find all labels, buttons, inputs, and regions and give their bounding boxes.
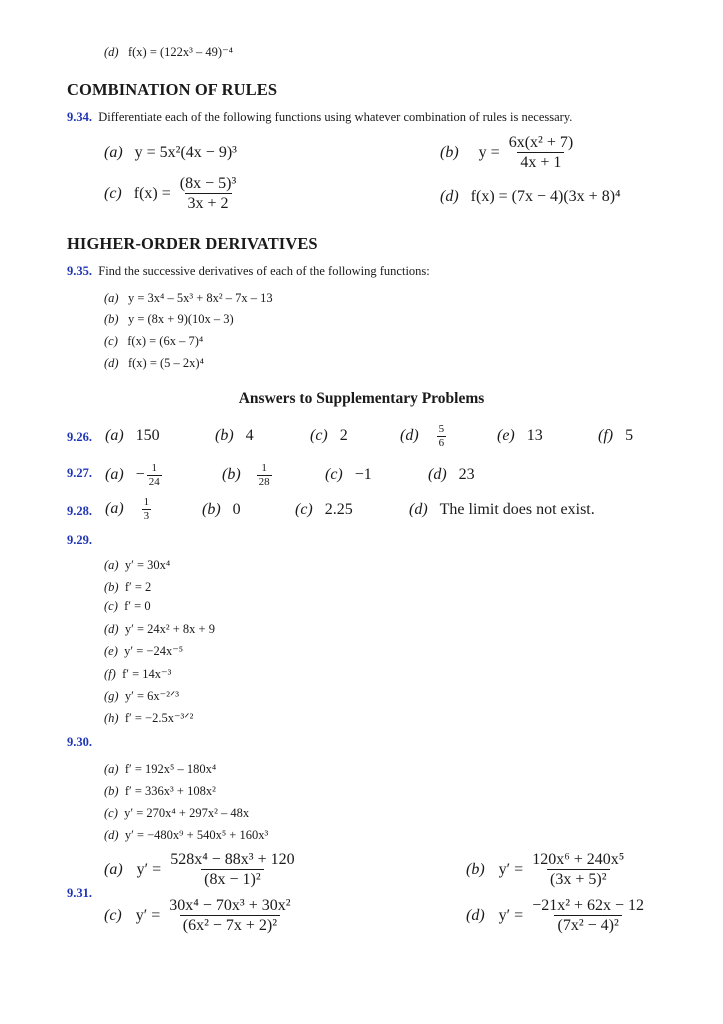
item-value: 0 [232, 501, 241, 518]
answer-9-30-d [104, 828, 268, 843]
fraction [177, 175, 239, 214]
item-lhs: f(x) = [133, 185, 171, 203]
item-lhs: y = [478, 144, 500, 162]
answer-9-29-d [104, 622, 215, 637]
item-expression: y′ = −24x⁻⁵ [124, 644, 184, 658]
answer-9-29-h [104, 710, 193, 726]
problem-number: 9.35. [67, 264, 92, 278]
item-expression: y = 3x⁴ – 5x³ + 8x² – 7x – 13 [127, 291, 273, 305]
answer-9-27-d [428, 466, 475, 484]
item-label: (f) [598, 427, 614, 444]
problem-9-35-d [104, 356, 204, 371]
denominator: 4x + 1 [517, 152, 564, 172]
item-label: (a) [104, 861, 123, 879]
fraction [142, 496, 152, 523]
item-label: (c) [104, 599, 118, 613]
answer-9-29-g [104, 688, 179, 704]
item-label: (c) [325, 466, 343, 483]
answer-9-28-c [295, 501, 353, 519]
fraction [257, 462, 272, 489]
answer-9-27-a [105, 462, 162, 489]
item-label: (a) [104, 291, 119, 305]
item-value: 5 [625, 427, 634, 444]
item-label: (d) [104, 45, 119, 59]
item-value: The limit does not exist. [439, 501, 595, 518]
numerator: 1 [143, 496, 150, 508]
denominator: 3x + 2 [185, 193, 232, 213]
fraction [437, 423, 447, 450]
numerator: 1 [151, 462, 157, 474]
denominator: (8x − 1)² [201, 869, 263, 889]
fraction [529, 851, 627, 890]
answer-9-28-a [105, 496, 151, 523]
item-expression: f′ = −2.5x⁻³ᐟ² [124, 711, 194, 725]
fraction [166, 897, 293, 936]
answer-9-30-number: 9.30. [67, 735, 92, 749]
item-expression: f(x) = (122x³ – 49)⁻⁴ [127, 45, 234, 59]
answer-9-29-number: 9.29. [67, 533, 92, 547]
denominator: 3 [143, 509, 150, 522]
answer-9-26-e [497, 427, 543, 445]
answer-9-29-f [104, 666, 171, 682]
fraction [506, 134, 576, 173]
answer-9-26-f [598, 427, 633, 445]
item-expression: y = 5x²(4x − 9)³ [134, 144, 237, 161]
answer-9-29-c [104, 599, 151, 614]
problem-text: Find the successive derivatives of each of the following functions: [98, 264, 430, 278]
fraction [529, 897, 647, 936]
item-label: (e) [104, 644, 118, 658]
answer-9-27-c [325, 466, 372, 484]
numerator: 5 [438, 423, 445, 435]
problem-9-35-c [104, 334, 203, 349]
denominator: (7x² − 4)² [554, 915, 621, 935]
item-value: 13 [526, 427, 543, 444]
minus-sign: − [135, 466, 145, 484]
item-label: (d) [104, 828, 119, 842]
item-expression: y′ = 30x⁴ [124, 558, 171, 572]
item-label: (a) [104, 144, 123, 161]
answer-9-26-a [105, 427, 160, 445]
answer-9-29-a [104, 558, 170, 573]
answer-9-27-number: 9.27. [67, 466, 92, 480]
item-label: (c) [295, 501, 313, 518]
numerator: 30x⁴ − 70x³ + 30x² [169, 897, 291, 914]
fraction [147, 462, 162, 489]
item-label: (d) [104, 622, 119, 636]
item-label: (d) [466, 907, 485, 925]
answer-9-26-d [400, 423, 446, 450]
item-label: (c) [104, 185, 122, 203]
item-label: (a) [105, 500, 124, 518]
section-heading-higher-order: HIGHER-ORDER DERIVATIVES [67, 234, 318, 253]
item-label: (b) [202, 501, 221, 518]
answer-9-31-number: 9.31. [67, 886, 92, 900]
problem-9-34-d [440, 188, 621, 206]
item-value: 2.25 [324, 501, 353, 518]
item-label: (e) [497, 427, 515, 444]
item-expression: f′ = 2 [124, 580, 152, 594]
answer-9-30-b [104, 784, 216, 799]
item-label: (d) [409, 501, 428, 518]
item-lhs: y′ = [136, 861, 162, 879]
answer-9-29-b [104, 580, 151, 595]
answer-9-28-d [409, 501, 595, 519]
item-label: (c) [310, 427, 328, 444]
problem-9-35-b [104, 312, 234, 327]
numerator: −21x² + 62x − 12 [532, 897, 645, 914]
denominator: (3x + 5)² [547, 869, 609, 889]
problem-9-34-c [104, 175, 239, 214]
item-expression: y = (8x + 9)(10x – 3) [127, 312, 234, 326]
answer-9-27-b [222, 462, 272, 489]
problem-9-33-d [104, 44, 233, 60]
answer-9-31-b [466, 851, 627, 890]
item-label: (b) [466, 861, 485, 879]
answer-9-28-number: 9.28. [67, 504, 92, 518]
numerator: (8x − 5)³ [179, 175, 237, 192]
item-label: (c) [104, 907, 122, 925]
numerator: 528x⁴ − 88x³ + 120 [170, 851, 295, 868]
item-label: (d) [400, 427, 419, 445]
answer-9-31-a [104, 851, 298, 890]
item-label: (f) [104, 667, 116, 681]
fraction [167, 851, 297, 890]
item-label: (b) [222, 466, 241, 484]
item-expression: f(x) = (5 – 2x)⁴ [127, 356, 204, 370]
item-value: −1 [354, 466, 372, 483]
problem-9-35-statement [67, 264, 430, 279]
item-expression: y′ = 6x⁻²ᐟ³ [124, 689, 179, 703]
numerator: 6x(x² + 7) [508, 134, 574, 151]
item-lhs: y′ = [135, 907, 161, 925]
numerator: 120x⁶ + 240x⁵ [532, 851, 625, 868]
answer-9-26-c [310, 427, 348, 445]
denominator: 28 [258, 475, 270, 488]
item-label: (b) [104, 580, 119, 594]
problem-9-35-a [104, 291, 273, 306]
item-label: (a) [104, 762, 119, 776]
denominator: (6x² − 7x + 2)² [180, 915, 280, 935]
answer-9-30-a [104, 762, 216, 777]
item-label: (b) [104, 312, 119, 326]
item-value: 23 [458, 466, 475, 483]
item-value: 2 [339, 427, 348, 444]
item-label: (h) [104, 711, 119, 725]
item-expression: f′ = 336x³ + 108x² [124, 784, 216, 798]
answer-9-31-c [104, 897, 294, 936]
item-lhs: y′ = [498, 907, 524, 925]
item-label: (a) [104, 558, 119, 572]
item-label: (b) [104, 784, 119, 798]
section-heading-combination: COMBINATION OF RULES [67, 80, 278, 99]
item-label: (d) [440, 188, 459, 205]
denominator: 6 [438, 436, 445, 449]
item-label: (a) [105, 466, 124, 484]
problem-9-34-statement [67, 110, 572, 125]
answer-9-30-c [104, 806, 249, 821]
item-value: 150 [135, 427, 160, 444]
item-expression: y′ = −480x⁹ + 540x⁵ + 160x³ [124, 828, 269, 842]
item-label: (d) [428, 466, 447, 483]
answer-9-26-number: 9.26. [67, 430, 92, 444]
answer-9-29-e [104, 643, 183, 659]
item-expression: f′ = 192x⁵ – 180x⁴ [124, 762, 217, 776]
item-expression: f′ = 0 [124, 599, 151, 613]
item-expression: f(x) = (7x − 4)(3x + 8)⁴ [470, 188, 621, 205]
item-value: 4 [245, 427, 254, 444]
problem-9-34-a [104, 144, 237, 162]
item-label: (c) [104, 806, 118, 820]
item-label: (c) [104, 334, 118, 348]
problem-text: Differentiate each of the following functions using whatever combination of rules is necessary. [98, 110, 573, 124]
item-label: (d) [104, 356, 119, 370]
denominator: 24 [148, 475, 160, 488]
item-label: (g) [104, 689, 119, 703]
item-expression: f′ = 14x⁻³ [122, 667, 172, 681]
answers-heading: Answers to Supplementary Problems [238, 390, 485, 407]
item-label: (b) [215, 427, 234, 444]
answer-9-28-b [202, 501, 241, 519]
answer-9-26-b [215, 427, 254, 445]
answer-9-31-d [466, 897, 647, 936]
item-label: (a) [105, 427, 124, 444]
item-expression: y′ = 24x² + 8x + 9 [124, 622, 215, 636]
item-expression: y′ = 270x⁴ + 297x² – 48x [124, 806, 250, 820]
numerator: 1 [261, 462, 267, 474]
problem-9-34-b [440, 134, 576, 173]
problem-number: 9.34. [67, 110, 92, 124]
item-expression: f(x) = (6x – 7)⁴ [127, 334, 204, 348]
item-lhs: y′ = [498, 861, 524, 879]
item-label: (b) [440, 144, 459, 162]
